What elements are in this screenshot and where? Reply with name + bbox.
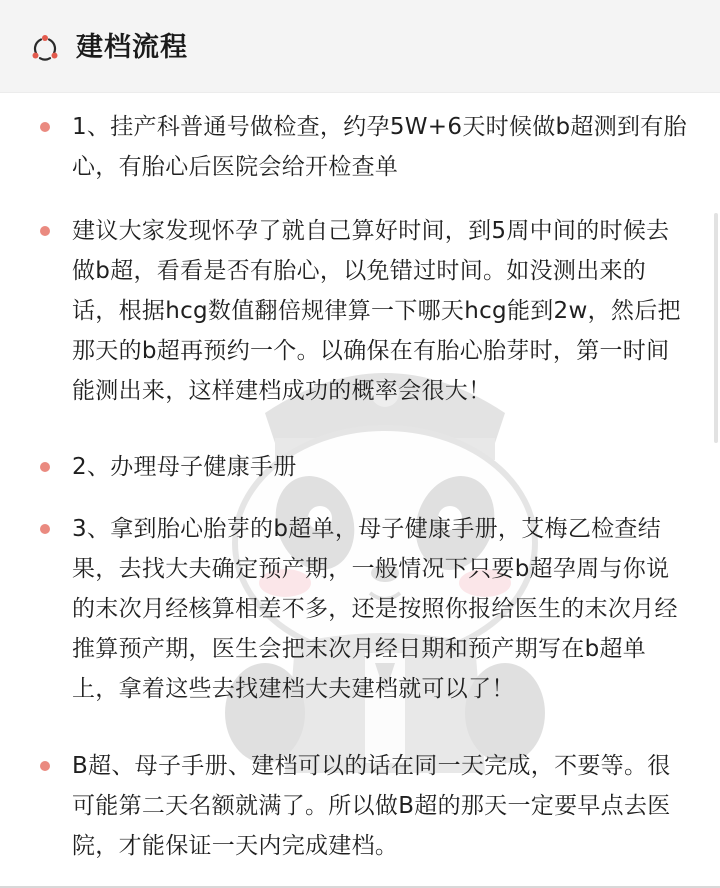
scrollbar[interactable] xyxy=(714,213,718,443)
section-header xyxy=(0,0,720,93)
list-item-text: B超、母子手册、建档可以的话在同一天完成，不要等。很 可能第二天名额就满了。所以做B超的那天一定要早点去医 院，才能保证一天内完成建档。 xyxy=(72,753,671,859)
bullet-dot xyxy=(40,761,50,771)
bullet-dot xyxy=(40,226,50,236)
process-cycle-icon xyxy=(30,33,60,63)
list-item-text: 2、办理母子健康手册 xyxy=(72,454,297,480)
bullet-dot xyxy=(40,524,50,534)
content-area xyxy=(0,93,720,888)
list-item-text: 1、挂产科普通号做检查，约孕5W+6天时候做b超测到有胎 心，有胎心后医院会给开检查单 xyxy=(72,114,687,180)
bullet-dot xyxy=(40,462,50,472)
bullet-dot xyxy=(40,122,50,132)
list-item-text: 3、拿到胎心胎芽的b超单，母子健康手册，艾梅乙检查结 果，去找大夫确定预产期，一般情况下只要b超孕周与你说 的末次月经核算相差不多，还是按照你报给医生的末次月经 推算预产期，医生会把末次月经日期和预产期写在b超单 上，拿着这些去找建档大夫建档就可以了！ xyxy=(72,516,678,702)
list-item-text: 建议大家发现怀孕了就自己算好时间，到5周中间的时候去 做b超，看看是否有胎心，以免错过时间。如没测出来的 话，根据hcg数值翻倍规律算一下哪天hcg能到2w，然后把 那天的b超再预约一个。以确保在有胎心胎芽时，第一时间 能测出来，这样建档成功的概率会很大！ xyxy=(72,218,681,404)
page-title: 建档流程 xyxy=(76,32,188,63)
